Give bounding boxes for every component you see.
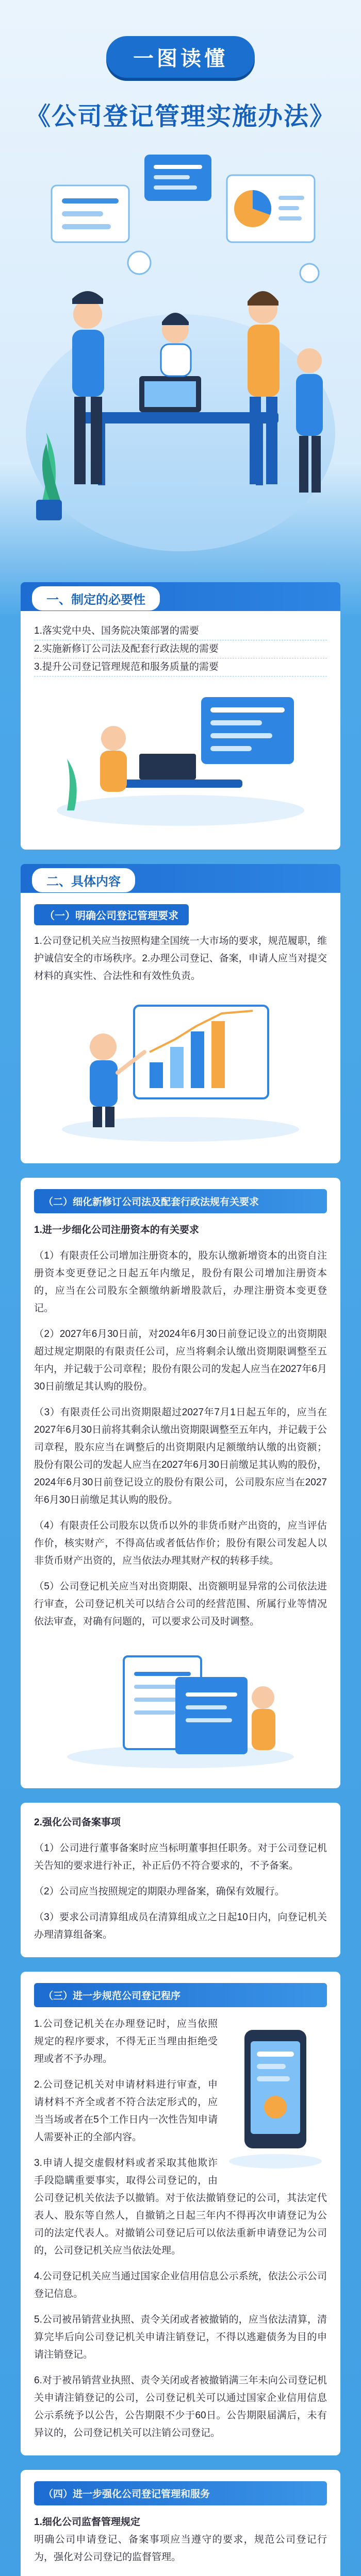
capital-point-5: （5）公司登记机关应当对出资期限、出资额明显异常的公司依法进行审查，公司登记机关可以结合公司的经营范围、所属行业等情况依法审查，对确有问题的，可以要求公司及时调整。 <box>34 1581 327 1627</box>
kicker-badge: 一图读懂 <box>106 36 255 78</box>
filing-point-3: （3）要求公司清算组成员在清算组成立之日起10日内，向登记机关办理清算组备案。 <box>34 1912 327 1940</box>
filing-heading: 2.强化公司备案事项 <box>34 1817 121 1828</box>
capital-point-2: （2）2027年6月30日前，对2024年6月30日前登记设立的出资期限超过规定期限的有限责任公司，应当将剩余认缴出资期限调整至五年内，并记载于公司章程；股份有限公司的发起人应当在2027年6月30日前缴足其认购的股份。 <box>34 1329 327 1392</box>
documents-illustration <box>46 1636 315 1770</box>
capital-point-4: （4）有限责任公司股东以货币以外的非货币财产出资的，应当评估作价，核实财产，不得高估或者低估作价；股份有限公司发起人以非货币财产出资的，应当依法办理其财产权的转移手续。 <box>34 1520 327 1566</box>
necessity-item-3: 3.提升公司登记管理规范和服务质量的需要 <box>34 658 327 676</box>
subsection-a-heading: （一）明确公司登记管理要求 <box>34 904 189 925</box>
section-2-title: 二、具体内容 <box>32 868 135 892</box>
phone-illustration <box>224 2020 327 2174</box>
person-laptop-illustration <box>46 682 315 831</box>
chart-board-illustration <box>46 990 315 1145</box>
procedure-point-1: 1.公司登记机关在办理登记时，应当依照规定的程序要求，不得无正当理由拒绝受理或者不予办理。 <box>34 2019 218 2064</box>
section-2a-card <box>21 893 340 1163</box>
section-2c-card <box>21 2470 340 2576</box>
header <box>0 0 361 582</box>
capital-heading: 1.进一步细化公司注册资本的有关要求 <box>34 1225 199 1235</box>
necessity-item-2: 2.实施新修订公司法及配套行政法规的需要 <box>34 640 327 658</box>
section-1-card <box>21 611 340 850</box>
supervision-heading: 1.细化公司监督管理规定 <box>34 2517 140 2528</box>
necessity-item-1: 1.落实党中央、国务院决策部署的需要 <box>34 622 327 640</box>
filing-point-1: （1）公司进行董事备案时应当标明董事担任职务。对于公司登记机关告知的要求进行补正，补正后仍不符合要求的，不予备案。 <box>34 1843 327 1871</box>
capital-point-3: （3）有限责任公司出资期限超过2027年7月1日起五年的，应当在2027年6月30日前将其剩余认缴出资期限调整至五年内，并记载于公司章程，股东应当在调整后的出资期限内足额缴纳认缴的出资额；股份有限公司的发起人应当在2027年6月30日前缴足其认购的股份，2024年6月30日前登记设立的股份有限公司，公司股东应当在2027年6月30日前缴足其认购的股份。 <box>34 1407 327 1505</box>
subsection-a-text: 1.公司登记机关应当按照构建全国统一大市场的要求，规范履职，维护诚信安全的市场秩序。2.办理公司登记、备案，申请人应当对提交材料的真实性、合法性和有效性负责。 <box>34 936 327 981</box>
section-2-banner <box>21 864 340 893</box>
section-2b-card <box>21 1178 340 1788</box>
subsection-c-heading: （四）进一步强化公司登记管理和服务 <box>34 2481 327 2505</box>
supervision-text: 明确公司申请登记、备案事项应当遵守的要求，规范公司登记行为，强化对公司登记的监督管理。 <box>34 2534 327 2563</box>
section-2-procedure-card <box>21 1972 340 2455</box>
capital-point-1: （1）有限责任公司增加注册资本的，股东认缴新增资本的出资自注册资本变更登记之日起五年内缴足，股份有限公司增加注册资本的，应当在公司股东全额缴纳新增股款后，办理注册资本变更登记。 <box>34 1250 327 1314</box>
procedure-point-4: 4.公司登记机关应当通过国家企业信用信息公示系统，依法公示公司登记信息。 <box>34 2271 327 2299</box>
section-1-banner <box>21 582 340 611</box>
section-1-title: 一、制定的必要性 <box>32 586 160 611</box>
subsection-b-heading: （二）细化新修订公司法及配套行政法规有关要求 <box>34 1189 327 1213</box>
section-2b-filing-card <box>21 1803 340 1957</box>
procedure-point-3: 3.申请人提交虚假材料或者采取其他欺诈手段隐瞒重要事实，取得公司登记的，由公司登记机关依法予以撤销。对于依法撤销登记的公司，其法定代表人、股东等自然人，自撤销之日起三年内不得再次申请登记为公司的法定代表人。对撤销公司登记后可以依法重新申请登记为公司的，公司登记机关应当依法处理。 <box>34 2158 327 2256</box>
procedure-point-2: 2.公司登记机关对申请材料进行审查，申请材料不齐全或者不符合法定形式的，应当当场或者在5个工作日内一次性告知申请人需要补正的全部内容。 <box>34 2079 218 2143</box>
people-meeting-illustration <box>21 144 340 567</box>
filing-point-2: （2）公司应当按照规定的期限办理备案，确保有效履行。 <box>34 1886 285 1897</box>
page-title: 《公司登记管理实施办法》 <box>25 103 335 130</box>
procedure-point-6: 6.对于被吊销营业执照、责令关闭或者被撤销满三年未向公司登记机关申请注销登记的公司，公司登记机关可以通过国家企业信用信息公示系统予以公告，公告期限不少于60日。公告期限届满后，未有异议的，公司登记机关可以注销公司登记。 <box>34 2375 327 2438</box>
procedure-heading: （三）进一步规范公司登记程序 <box>34 1983 327 2007</box>
procedure-point-5: 5.公司被吊销营业执照、责令关闭或者被撤销的，应当依法清算，清算完毕后向公司登记机关申请注销登记，不得以逃避债务为目的申请注销登记。 <box>34 2314 327 2360</box>
